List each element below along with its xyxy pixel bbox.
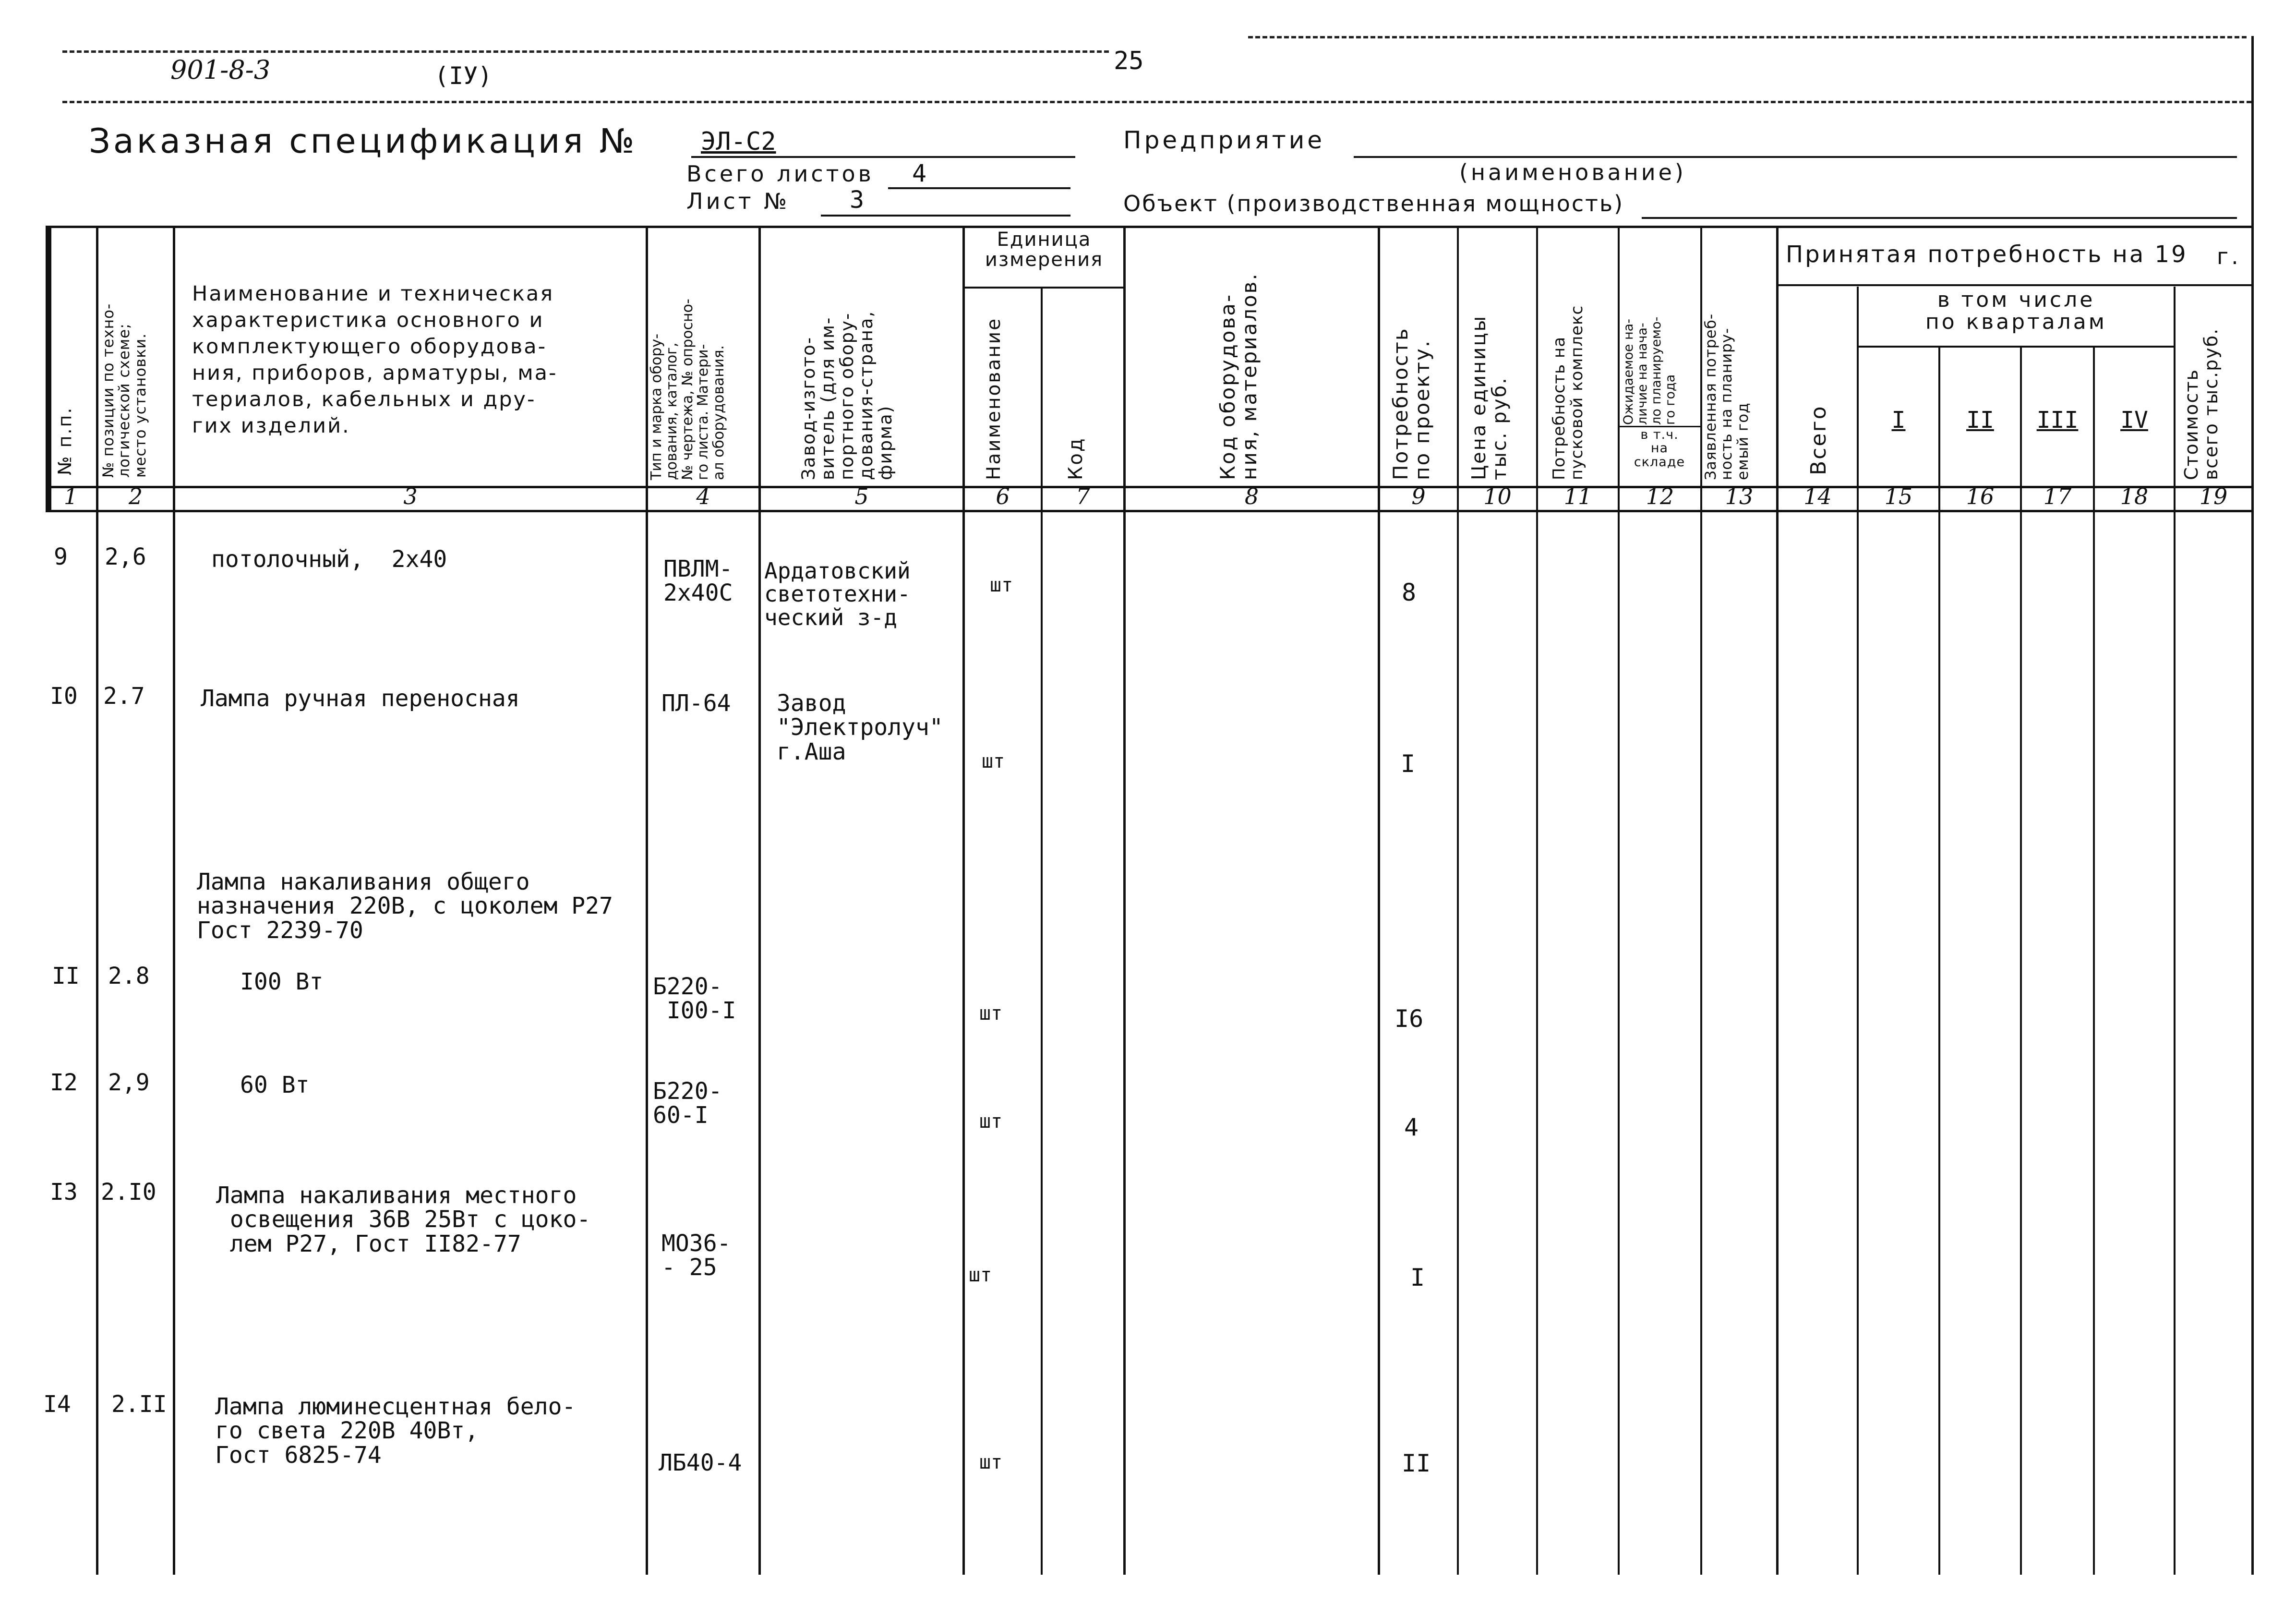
col-number: 19 — [2199, 483, 2228, 509]
position-cell: 2.I0 — [101, 1179, 156, 1206]
top-right-dashed-rule — [1248, 36, 2247, 38]
enterprise-label: Предприятие — [1123, 126, 1325, 154]
maker-cell: Ардатовский светотехни- ческий з-д — [764, 558, 911, 630]
col-number: 12 — [1646, 483, 1674, 509]
col-header-2: № позиции по техно- логической схеме; место установки. — [100, 303, 149, 478]
sheet-line — [821, 215, 1070, 217]
col-number: 18 — [2120, 483, 2149, 509]
col-header-13: Заявленная потреб- ность на планиру- емый год — [1702, 313, 1752, 480]
type-cell: МО36- - 25 — [661, 1230, 731, 1281]
col-header-17: III — [2036, 407, 2079, 434]
type-cell: ПВЛМ- 2х40С — [663, 555, 733, 607]
spec-number-line — [691, 156, 1075, 158]
col-header-10: Цена единицы тыс. руб. — [1468, 314, 1511, 480]
col-number: 13 — [1725, 483, 1754, 509]
name-cell: Лампа накаливания местного освещения 36В 25Вт с цоко- лем Р27, Гост II82-77 — [216, 1182, 591, 1257]
type-cell: Б220- 60-I — [653, 1078, 722, 1129]
row-number: I0 — [50, 683, 78, 710]
name-cell: I00 Вт — [240, 968, 324, 995]
accepted-suffix: г. — [2217, 243, 2241, 269]
qty-cell: II — [1402, 1449, 1431, 1477]
col-number: 16 — [1966, 483, 1995, 509]
position-cell: 2.7 — [103, 683, 145, 710]
col-header-16: II — [1966, 407, 1994, 434]
col-header-3: Наименование и техническая характеристика основного и комплектующего оборудова- ния, приборов, арматуры, ма- териалов, кабельных и дру- гих изделий. — [192, 282, 558, 438]
right-border-top — [2251, 36, 2254, 228]
type-cell: ЛБ40-4 — [659, 1449, 742, 1476]
position-cell: 2.8 — [108, 963, 150, 989]
unit-cell: шт — [979, 1002, 1003, 1025]
col-number: 5 — [854, 483, 869, 509]
name-cell: потолочный, 2х40 — [211, 546, 447, 573]
col-number: 15 — [1884, 483, 1913, 509]
col-header-1: № п.п. — [54, 406, 75, 475]
col-number: 4 — [696, 483, 710, 509]
unit-cell: шт — [979, 1110, 1003, 1133]
spec-title: Заказная спецификация № — [89, 121, 637, 161]
spec-number: ЭЛ-С2 — [701, 127, 776, 156]
col-header-6: Наименование — [983, 317, 1005, 480]
unit-cell: шт — [979, 1451, 1003, 1473]
unit-group-header: Единица измерения — [985, 229, 1104, 271]
name-cell: Лампа ручная переносная — [201, 685, 520, 712]
unit-cell: шт — [969, 1264, 992, 1286]
header-dashed-rule — [62, 101, 2251, 103]
qty-cell: 8 — [1402, 579, 1417, 606]
row-number: I2 — [50, 1069, 78, 1096]
total-sheets-label: Всего листов — [686, 161, 874, 187]
qty-cell: I6 — [1394, 1005, 1424, 1033]
col-number: 1 — [63, 483, 78, 509]
type-cell: Б220- I00-I — [653, 973, 736, 1025]
col-number: 14 — [1803, 483, 1832, 509]
col-number: 7 — [1076, 483, 1090, 509]
col-header-11: Потребность на пусковой комплекс — [1550, 305, 1587, 480]
qty-cell: I — [1410, 1264, 1425, 1291]
sheet-label: Лист № — [686, 188, 790, 214]
name-cell: Лампа люминесцентная бело- го света 220В 40Вт, Гост 6825-74 — [215, 1393, 576, 1469]
col-header-15: I — [1891, 407, 1906, 434]
col-header-12-top: Ожидаемое на- личие на нача- ло планируемо- го года — [1621, 316, 1678, 425]
unit-cell: шт — [982, 750, 1005, 772]
object-line — [1642, 217, 2237, 219]
enterprise-line — [1354, 156, 2237, 158]
col-number: 3 — [403, 483, 418, 509]
row-number: 9 — [54, 543, 68, 570]
col-header-12-bottom: в т.ч. на складе — [1634, 427, 1685, 470]
col-number: 8 — [1244, 483, 1259, 509]
col-header-14: Всего — [1806, 405, 1831, 475]
top-dashed-rule — [62, 50, 1109, 53]
qty-cell: 4 — [1404, 1113, 1419, 1141]
quarters-label: в том числе по кварталам — [1925, 288, 2107, 335]
object-label: Объект (производственная мощность) — [1123, 191, 1624, 217]
col-header-8: Код оборудова- ния, материалов. — [1216, 272, 1262, 480]
row-number: II — [52, 963, 80, 989]
col-header-4: Тип и марка обору- дования, каталог, № чертежа, № опросно- го листа. Матери- ал оборудования. — [648, 299, 727, 480]
qty-cell: I — [1401, 750, 1416, 778]
total-sheets-value: 4 — [912, 159, 927, 187]
total-sheets-line — [888, 187, 1070, 189]
col-number: 17 — [2043, 483, 2072, 509]
unit-cell: шт — [990, 574, 1013, 596]
col-number: 10 — [1483, 483, 1512, 509]
col-header-9: Потребность по проекту. — [1389, 327, 1434, 480]
position-cell: 2,6 — [105, 543, 146, 570]
col-header-7: Код — [1065, 437, 1087, 480]
position-cell: 2,9 — [108, 1069, 150, 1096]
name-cell: 60 Вт — [240, 1072, 310, 1098]
col-number: 11 — [1563, 483, 1592, 509]
col-header-5: Завод-изгото- витель (для им- портного обору- дования-страна, фирма) — [798, 310, 896, 480]
row-number: I4 — [43, 1391, 71, 1418]
row-number: I3 — [50, 1179, 78, 1206]
type-cell: ПЛ-64 — [661, 690, 731, 717]
accepted-label: Принятая потребность на 19 — [1786, 241, 2188, 268]
name-hint: (наименование) — [1459, 159, 1686, 185]
position-cell: 2.II — [111, 1391, 167, 1418]
col-number: 2 — [128, 483, 143, 509]
group-heading: Лампа накаливания общего назначения 220В, с цоколем Р27 Гост 2239-70 — [197, 868, 613, 944]
maker-cell: Завод "Электролуч" г.Аша — [777, 690, 943, 765]
col-header-19: Стоимость всего тыс.руб. — [2181, 327, 2222, 480]
volume-code: (IУ) — [434, 62, 493, 90]
col-number: 9 — [1411, 483, 1426, 509]
doc-code: 901-8-3 — [170, 55, 271, 85]
page-number: 25 — [1114, 47, 1144, 75]
sheet-value: 3 — [850, 186, 865, 214]
col-number: 6 — [996, 483, 1010, 509]
col-header-18: IV — [2120, 407, 2148, 434]
